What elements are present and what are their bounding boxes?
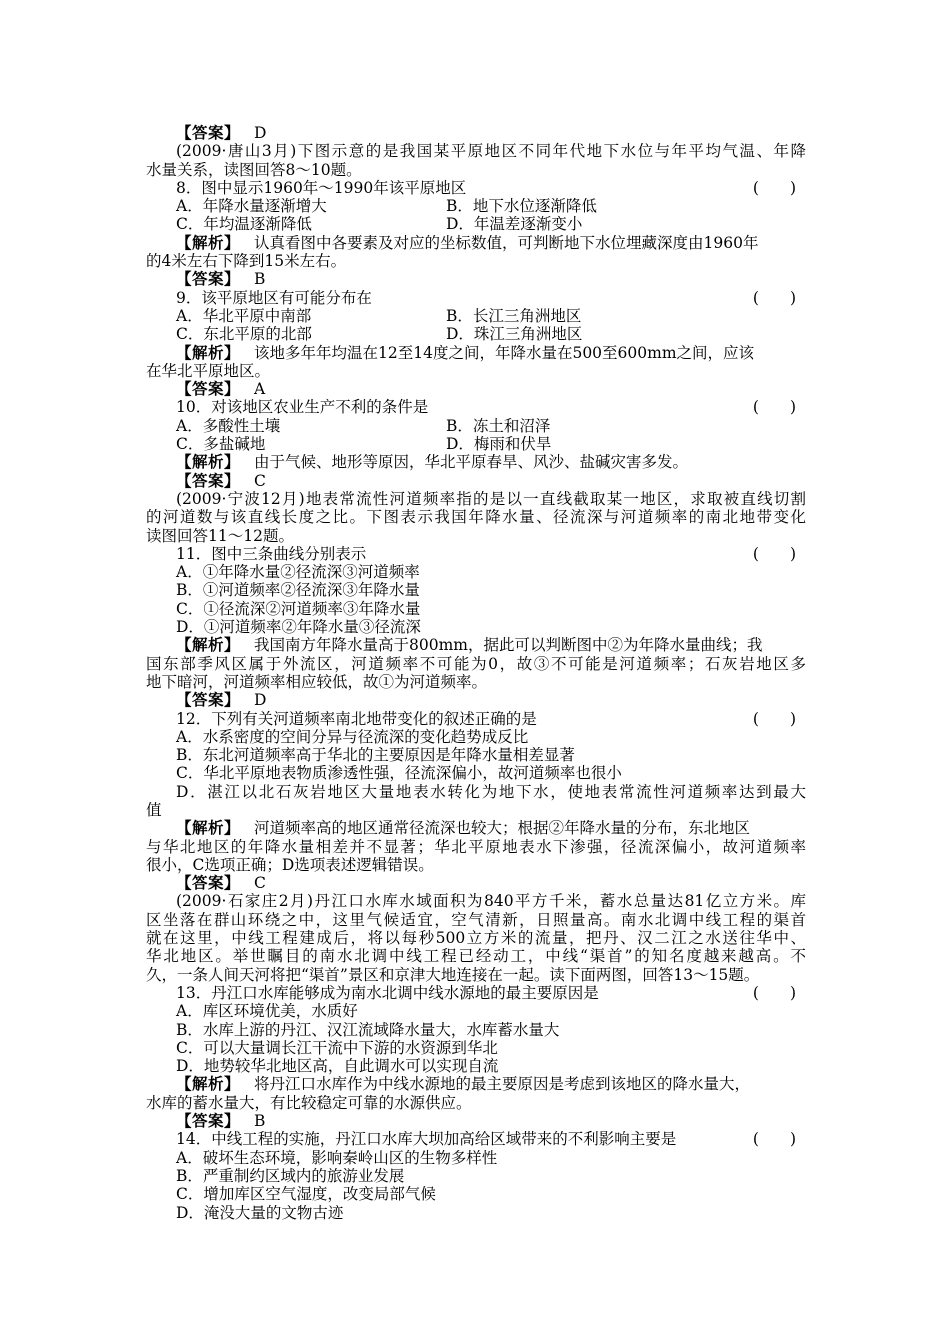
explanation-line: 【解析】 由于气候、地形等原因，华北平原春旱、风沙、盐碱灾害多发。 [176,452,689,472]
explanation-line: 国东部季风区属于外流区，河道频率不可能为0，故③不可能是河道频率；石灰岩地区多 [146,654,806,673]
explanation-line: 【解析】 认真看图中各要素及对应的坐标数值，可判断地下水位埋藏深度由1960年 [176,232,759,252]
option-c: C．东北平原的北部 [176,325,312,344]
answer-label: 【答案】 [176,1111,241,1131]
answer-value: D [254,691,267,710]
explanation-label: 【解析】 [176,635,241,655]
explanation-line: 【解析】 河道频率高的地区通常径流深也较大；根据②年降水量的分布，东北地区 [176,818,751,838]
intro-line: (2009·唐山3月)下图示意的是我国某平原地区不同年代地下水位与年平均气温、年降 [176,142,806,161]
option-row [146,307,806,325]
intro-line: 读图回答11～12题。 [146,526,294,545]
option-a: A．多酸性土壤 [176,416,281,435]
explanation-line: 【解析】 该地多年年均温在12至14度之间，年降水量在500至600mm之间，应该 [176,342,755,362]
intro-line: 水量关系，读图回答8～10题。 [146,160,362,179]
answer-value: B [254,1112,266,1131]
explanation-line: 很小，C选项正确；D选项表述逻辑错误。 [146,855,434,874]
intro-line: (2009·石家庄2月)丹江口水库水域面积为840平方千米，蓄水总量达81亿立方米。库 [176,892,806,911]
answer-label: 【答案】 [176,269,241,289]
option-a: A．库区环境优美，水质好 [176,1002,358,1021]
question-stem: 9．该平原地区有可能分布在 ( ) [176,288,796,307]
intro-line: 华北地区。举世瞩目的南水北调中线工程已经动工，中线“渠首”的知名度越来越高。不 [146,947,806,966]
question-stem: 14．中线工程的实施，丹江口水库大坝加高给区域带来的不利影响主要是 ( ) [176,1130,796,1149]
question-stem: 13．丹江口水库能够成为南水北调中线水源地的最主要原因是 ( ) [176,983,796,1002]
answer-blank: ( ) [752,709,796,728]
option-d: D．地势较华北地区高，自此调水可以实现自流 [176,1057,499,1076]
answer-label: 【答案】 [176,690,241,710]
intro-line: 的河道数与该直线长度之比。下图表示我国年降水量、径流深与河道频率的南北地带变化 [146,508,806,527]
option-a: A．破坏生态环境，影响秦岭山区的生物多样性 [176,1148,498,1167]
explanation-line: 【解析】 我国南方年降水量高于800mm，据此可以判断图中②为年降水量曲线；我 [176,635,763,655]
intro-line: 就在这里，中线工程建成后，将以每秒500立方米的流量，把丹、汉二江之水送往华中、 [146,929,806,948]
answer-value: B [254,270,266,289]
option-row [146,197,806,215]
option-c: C．多盐碱地 [176,435,266,454]
option-a: A．华北平原中南部 [176,306,312,325]
answer-blank: ( ) [752,178,796,197]
explanation-line: 地下暗河，河道频率相应较低，故①为河道频率。 [146,672,488,691]
answer-value: D [254,124,267,142]
option-row [146,435,806,453]
intro-line: 区坐落在群山环绕之中，这里气候适宜，空气清新，日照量高。南水北调中线工程的渠首 [146,910,806,929]
option-b: B．冻土和沼泽 [446,416,551,435]
explanation-label: 【解析】 [176,818,241,838]
option-c: C．可以大量调长江干流中下游的水资源到华北 [176,1038,498,1057]
answer-value: C [254,471,266,490]
option-row [146,325,806,343]
explanation-label: 【解析】 [176,342,241,362]
option-a: A．①年降水量②径流深③河道频率 [176,563,420,582]
answer-value: C [254,874,266,893]
answer-blank: ( ) [752,398,796,417]
answer-line [146,691,806,709]
option-d-continued: 值 [146,800,162,819]
option-b: B．长江三角洲地区 [446,306,582,325]
option-d: D．淹没大量的文物古迹 [176,1203,344,1222]
answer-line [146,874,806,892]
explanation-label: 【解析】 [176,452,241,472]
option-row [146,417,806,435]
answer-label: 【答案】 [176,470,241,490]
answer-line [146,270,806,288]
option-b: B．水库上游的丹江、汉江流域降水量大，水库蓄水量大 [176,1020,560,1039]
answer-label: 【答案】 [176,379,241,399]
question-stem: 10．对该地区农业生产不利的条件是 ( ) [176,398,796,417]
option-c: C．年均温逐渐降低 [176,215,312,234]
answer-line [146,472,806,490]
option-c: C．①径流深②河道频率③年降水量 [176,599,421,618]
intro-line: 久，一条人间天河将把“渠首”景区和京津大地连接在一起。读下面两图，回答13～15题。 [146,965,760,984]
answer-blank: ( ) [752,288,796,307]
option-d: D．珠江三角洲地区 [446,325,583,344]
option-c: C．华北平原地表物质渗透性强，径流深偏小，故河道频率也很小 [176,764,622,783]
question-stem: 8．图中显示1960年～1990年该平原地区 ( ) [176,178,796,197]
explanation-line: 的4米左右下降到15米左右。 [146,252,347,271]
intro-line: (2009·宁波12月)地表常流性河道频率指的是以一直线截取某一地区，求取被直线切割 [176,489,806,508]
answer-line [146,1112,806,1130]
option-b: B．①河道频率②径流深③年降水量 [176,581,420,600]
explanation-line: 在华北平原地区。 [146,361,271,380]
option-b: B．东北河道频率高于华北的主要原因是年降水量相差显著 [176,746,575,765]
answer-value: A [254,380,266,399]
option-d: D．梅雨和伏旱 [446,435,552,454]
answer-blank: ( ) [752,1130,796,1149]
question-stem: 12．下列有关河道频率南北地带变化的叙述正确的是 ( ) [176,709,796,728]
answer-line [146,124,806,142]
answer-line [146,380,806,398]
option-b: B．地下水位逐渐降低 [446,197,597,216]
explanation-line: 水库的蓄水量大，有比较稳定可靠的水源供应。 [146,1093,472,1112]
option-b: B．严重制约区域内的旅游业发展 [176,1166,405,1185]
option-a: A．水系密度的空间分异与径流深的变化趋势成反比 [176,727,529,746]
answer-blank: ( ) [752,544,796,563]
option-d: D．湛江以北石灰岩地区大量地表水转化为地下水，使地表常流性河道频率达到最大 [176,782,806,801]
option-c: C．增加库区空气湿度，改变局部气候 [176,1185,436,1204]
option-d: D．①河道频率②年降水量③径流深 [176,618,421,637]
option-d: D．年温差逐渐变小 [446,215,583,234]
explanation-label: 【解析】 [176,1074,241,1094]
document-body [146,124,806,1222]
answer-label: 【答案】 [176,873,241,893]
explanation-label: 【解析】 [176,232,241,252]
question-stem: 11．图中三条曲线分别表示 ( ) [176,544,796,563]
answer-label: 【答案】 [176,123,241,142]
option-row [146,215,806,233]
option-a: A．年降水量逐渐增大 [176,197,327,216]
explanation-line: 【解析】 将丹江口水库作为中线水源地的最主要原因是考虑到该地区的降水量大， [176,1074,751,1094]
answer-blank: ( ) [752,983,796,1002]
explanation-line: 与华北地区的年降水量相差并不显著；华北平原地表水下渗强，径流深偏小，故河道频率 [146,837,806,856]
